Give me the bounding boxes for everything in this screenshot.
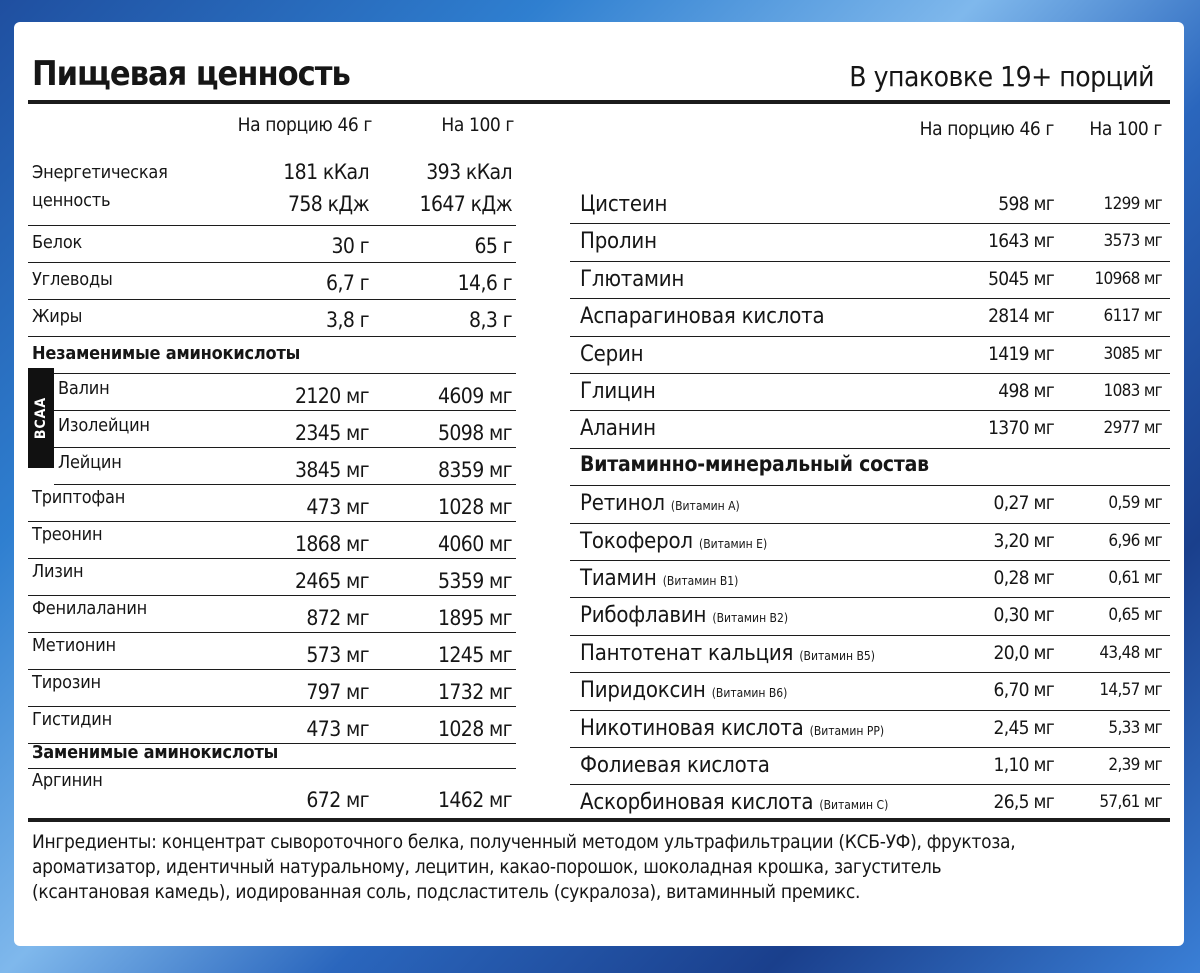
essential-heading: Незаменимые аминокислоты bbox=[32, 343, 301, 364]
essential-row-name: Тирозин bbox=[32, 672, 101, 693]
ingredients-line-3: (ксантановая камедь), иодированная соль, подсластитель (сукралоза), витаминный премикс. bbox=[32, 881, 861, 903]
essential-row-per100: 1732 мг bbox=[437, 680, 512, 704]
page-title: Пищевая ценность bbox=[32, 54, 350, 94]
energy-serving-1: 181 кКал bbox=[283, 160, 369, 184]
vitamin-row-per100: 6,96 мг bbox=[1108, 530, 1162, 551]
vitamin-row-per100: 5,33 мг bbox=[1108, 717, 1162, 738]
row-divider bbox=[570, 523, 1170, 524]
essential-row-serving: 473 мг bbox=[306, 717, 369, 741]
row-divider bbox=[28, 768, 516, 769]
bcaa-label: BCAA bbox=[33, 396, 49, 440]
row-divider bbox=[28, 706, 516, 707]
row-divider bbox=[28, 262, 516, 263]
ingredients-line-1: Ингредиенты: концентрат сывороточного белка, полученный методом ультрафильтрации (КСБ-УФ), фруктоза, bbox=[32, 831, 1016, 853]
vitamin-row-serving: 0,28 мг bbox=[993, 567, 1054, 589]
essential-row-name: Триптофан bbox=[32, 487, 126, 508]
vitamin-row-serving: 0,27 мг bbox=[993, 492, 1054, 515]
amino-row-serving: 498 мг bbox=[998, 380, 1054, 402]
vitamin-note: (Витамин А) bbox=[670, 499, 740, 514]
amino-row-per100: 10968 мг bbox=[1094, 268, 1162, 289]
vitamin-note: (Витамин РР) bbox=[809, 723, 885, 738]
vitamin-row-name bbox=[580, 753, 770, 778]
table-row-name: Углеводы bbox=[32, 269, 113, 290]
amino-row-name: Глютамин bbox=[580, 266, 685, 292]
energy-name-1: Энергетическая bbox=[32, 162, 168, 183]
essential-row-per100: 4060 мг bbox=[437, 532, 512, 556]
amino-row-per100: 2977 мг bbox=[1103, 418, 1162, 439]
essential-row-per100: 1245 мг bbox=[437, 643, 512, 667]
row-divider bbox=[28, 558, 516, 559]
bcaa-badge bbox=[28, 368, 54, 468]
essential-row-name: Лизин bbox=[32, 561, 84, 582]
row-divider bbox=[54, 410, 516, 411]
vitamin-row-per100: 0,65 мг bbox=[1108, 605, 1162, 626]
vitamin-row-per100: 0,59 мг bbox=[1108, 493, 1162, 514]
row-divider bbox=[570, 223, 1170, 224]
row-divider bbox=[28, 595, 516, 596]
essential-row-serving: 573 мг bbox=[306, 643, 369, 667]
bcaa-row-per100: 8359 мг bbox=[437, 458, 512, 482]
row-divider bbox=[28, 336, 516, 337]
essential-row-name: Фенилаланин bbox=[32, 598, 148, 619]
row-divider bbox=[570, 710, 1170, 711]
bcaa-row-name: Лейцин bbox=[58, 452, 122, 473]
amino-row-name: Цистеин bbox=[580, 192, 668, 217]
vitamin-row-per100: 2,39 мг bbox=[1108, 755, 1162, 775]
header-per-serving: На порцию 46 г bbox=[237, 114, 372, 136]
vitamin-row-per100: 14,57 мг bbox=[1099, 680, 1162, 701]
row-divider bbox=[570, 560, 1170, 561]
essential-row-name: Треонин bbox=[32, 524, 103, 545]
title-divider bbox=[28, 100, 1170, 104]
arginine-per100: 1462 мг bbox=[437, 788, 512, 812]
essential-row-per100: 5359 мг bbox=[437, 569, 512, 593]
ingredients-divider bbox=[28, 818, 1170, 822]
ingredients-line-2: ароматизатор, идентичный натуральному, лецитин, какао-порошок, шоколадная крошка, загуститель bbox=[32, 856, 942, 878]
arginine-name: Аргинин bbox=[32, 770, 103, 791]
vitamin-name: Никотиновая кислота bbox=[580, 715, 804, 741]
amino-row-per100: 6117 мг bbox=[1103, 306, 1162, 327]
energy-name-2: ценность bbox=[32, 190, 111, 211]
bcaa-row-serving: 2120 мг bbox=[294, 384, 369, 408]
amino-row-name: Аспарагиновая кислота bbox=[580, 304, 825, 330]
essential-row-serving: 2465 мг bbox=[294, 569, 369, 593]
amino-row-name: Глицин bbox=[580, 379, 656, 404]
vitamin-row-serving: 0,30 мг bbox=[993, 604, 1054, 627]
bcaa-row-serving: 2345 мг bbox=[294, 421, 369, 445]
row-divider bbox=[28, 521, 516, 522]
bcaa-row-name: Валин bbox=[58, 378, 110, 399]
nutrition-label bbox=[14, 22, 1184, 946]
vitamin-row-per100: 43,48 мг bbox=[1099, 642, 1162, 663]
amino-row-serving: 1643 мг bbox=[988, 230, 1054, 253]
essential-row-name: Гистидин bbox=[32, 709, 112, 730]
row-divider bbox=[570, 597, 1170, 598]
vitamin-row-serving: 3,20 мг bbox=[993, 529, 1054, 552]
row-divider bbox=[54, 447, 516, 448]
ingredients-text bbox=[32, 830, 1182, 905]
amino-row-serving: 5045 мг bbox=[988, 267, 1054, 290]
table-row-serving: 3,8 г bbox=[326, 308, 369, 332]
vitamin-name: Пиридоксин bbox=[580, 678, 706, 704]
essential-row-name: Метионин bbox=[32, 635, 116, 656]
vitamin-row-name bbox=[580, 678, 787, 703]
row-divider bbox=[570, 635, 1170, 636]
amino-row-name: Серин bbox=[580, 341, 644, 367]
vitamin-row-name bbox=[580, 790, 888, 815]
row-divider bbox=[28, 299, 516, 300]
essential-row-per100: 1028 мг bbox=[437, 717, 512, 741]
essential-row-per100: 1895 мг bbox=[437, 606, 512, 630]
vitamin-row-serving: 2,45 мг bbox=[993, 716, 1054, 739]
essential-row-per100: 1028 мг bbox=[437, 495, 512, 519]
vitamin-heading: Витаминно-минеральный состав bbox=[580, 451, 929, 476]
row-divider bbox=[570, 672, 1170, 673]
table-row-serving: 30 г bbox=[331, 234, 369, 258]
amino-row-serving: 2814 мг bbox=[988, 305, 1054, 328]
row-divider bbox=[570, 261, 1170, 262]
row-divider bbox=[28, 373, 516, 374]
arginine-serving: 672 мг bbox=[306, 788, 369, 812]
vitamin-note: (Витамин В1) bbox=[662, 574, 739, 588]
vitamin-note: (Витамин В6) bbox=[711, 686, 788, 701]
vitamin-row-serving: 6,70 мг bbox=[993, 679, 1054, 702]
vitamin-row-name bbox=[580, 529, 767, 554]
amino-row-name: Пролин bbox=[580, 229, 657, 255]
vitamin-name: Пантотенат кальция bbox=[580, 640, 794, 666]
vitamin-row-name bbox=[580, 566, 738, 591]
row-divider bbox=[570, 410, 1170, 411]
vitamin-name: Тиамин bbox=[580, 566, 657, 591]
vitamin-row-name bbox=[580, 641, 875, 666]
amino-row-per100: 1083 мг bbox=[1103, 381, 1162, 401]
vitamin-row-per100: 0,61 мг bbox=[1108, 568, 1162, 588]
essential-row-serving: 797 мг bbox=[306, 680, 369, 704]
vitamin-name: Рибофлавин bbox=[580, 603, 707, 629]
amino-row-per100: 1299 мг bbox=[1103, 194, 1162, 214]
vitamin-row-per100: 57,61 мг bbox=[1099, 792, 1162, 813]
vitamin-name: Токоферол bbox=[580, 528, 693, 554]
essential-row-serving: 872 мг bbox=[306, 606, 369, 630]
energy-serving-2: 758 кДж bbox=[287, 192, 369, 216]
vitamin-note: (Витамин С) bbox=[819, 798, 889, 813]
vitamin-name: Аскорбиновая кислота bbox=[580, 790, 814, 816]
amino-row-name: Аланин bbox=[580, 416, 656, 442]
header-per-100: На 100 г bbox=[441, 114, 514, 136]
nonessential-heading: Заменимые аминокислоты bbox=[32, 742, 279, 763]
vitamin-row-name bbox=[580, 491, 740, 516]
header-right-per-serving: На порцию 46 г bbox=[919, 118, 1054, 140]
table-row-per100: 65 г bbox=[474, 234, 512, 258]
bcaa-row-per100: 4609 мг bbox=[437, 384, 512, 408]
vitamin-name: Ретинол bbox=[580, 491, 665, 517]
vitamin-note: (Витамин В2) bbox=[712, 611, 789, 626]
row-divider bbox=[570, 298, 1170, 299]
row-divider bbox=[570, 485, 1170, 486]
vitamin-row-serving: 20,0 мг bbox=[993, 641, 1054, 664]
table-row-serving: 6,7 г bbox=[326, 271, 369, 295]
row-divider bbox=[28, 225, 516, 226]
table-row-per100: 8,3 г bbox=[469, 308, 512, 332]
row-divider bbox=[570, 784, 1170, 785]
row-divider bbox=[570, 448, 1170, 449]
energy-per100-2: 1647 кДж bbox=[419, 192, 512, 216]
portions-count: В упаковке 19+ порций bbox=[849, 60, 1154, 93]
amino-row-serving: 1419 мг bbox=[988, 342, 1054, 365]
essential-row-serving: 473 мг bbox=[306, 495, 369, 519]
bcaa-row-per100: 5098 мг bbox=[437, 421, 512, 445]
header-right-per-100: На 100 г bbox=[1089, 118, 1162, 140]
vitamin-name: Фолиевая кислота bbox=[580, 753, 770, 778]
energy-per100-1: 393 кКал bbox=[426, 160, 512, 184]
amino-row-per100: 3573 мг bbox=[1103, 231, 1162, 252]
amino-row-per100: 3085 мг bbox=[1103, 343, 1162, 364]
vitamin-row-serving: 1,10 мг bbox=[993, 754, 1054, 776]
row-divider bbox=[570, 373, 1170, 374]
vitamin-note: (Витамин Е) bbox=[698, 536, 768, 551]
table-row-per100: 14,6 г bbox=[457, 271, 512, 295]
row-divider bbox=[28, 669, 516, 670]
row-divider bbox=[570, 747, 1170, 748]
vitamin-row-name bbox=[580, 716, 884, 741]
table-row-name: Жиры bbox=[32, 306, 83, 327]
vitamin-note: (Витамин В5) bbox=[799, 648, 875, 663]
row-divider bbox=[570, 336, 1170, 337]
essential-row-serving: 1868 мг bbox=[294, 532, 369, 556]
row-divider bbox=[28, 632, 516, 633]
vitamin-row-serving: 26,5 мг bbox=[993, 791, 1054, 814]
amino-row-serving: 598 мг bbox=[998, 193, 1054, 215]
vitamin-row-name bbox=[580, 603, 788, 628]
amino-row-serving: 1370 мг bbox=[988, 417, 1054, 440]
row-divider bbox=[54, 484, 516, 485]
table-row-name: Белок bbox=[32, 232, 83, 253]
bcaa-row-name: Изолейцин bbox=[58, 415, 150, 436]
bcaa-row-serving: 3845 мг bbox=[294, 458, 369, 482]
